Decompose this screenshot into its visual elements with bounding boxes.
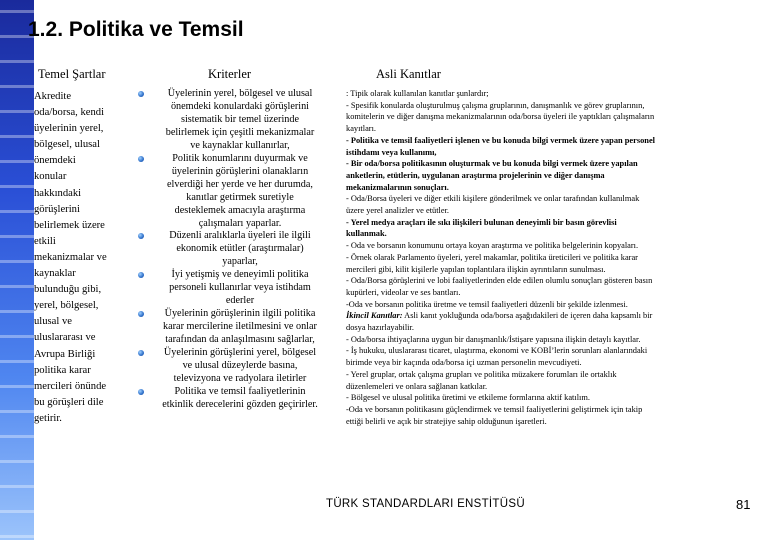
band-stripe: [0, 285, 34, 288]
kriter-line: Üyelerinin görüşlerinin ilgili politika: [164, 308, 316, 320]
temel-sartlar-line: bölgesel, ulusal: [34, 139, 100, 151]
kriter-line: üyelerinin görüşlerini olanakların: [171, 165, 309, 177]
temel-sartlar-line: etkili: [34, 235, 56, 247]
kriter-item: [138, 269, 332, 308]
kanit-line: istihdamı veya kullanımı,: [346, 147, 437, 157]
kanit-line: -Oda ve borsanın politika üretme ve temsil faaliyetleri düzenli bir şekilde izlenmesi.: [346, 299, 628, 309]
kanit-line: birimde veya bir kaçında oda/borsa içi uzman personelin mevcudiyeti.: [346, 358, 582, 368]
band-stripe: [0, 235, 34, 238]
kriter-line: sistematik bir temel üzerinde: [181, 113, 299, 125]
kanit-line: - Örnek olarak Parlamento üyeleri, yerel makamlar, politika üreticileri ve politika karar: [346, 252, 638, 262]
temel-sartlar-line: görüşlerini: [34, 203, 80, 215]
kriter-line: Politika ve temsil faaliyetlerinin: [174, 385, 306, 397]
bullet-icon: [138, 156, 144, 162]
kanit-line: - İş hukuku, uluslararası ticaret, ulaştırma, ekonomi ve KOBİ’lerin sorunları alanlarındaki: [346, 346, 648, 356]
band-stripe: [0, 110, 34, 113]
kriter-line: elverdiği her yerde ve her durumda,: [167, 178, 313, 190]
kriter-line: Üyelerinin görüşlerini yerel, bölgesel: [163, 347, 317, 359]
kriter-item: [138, 347, 332, 386]
kriter-line: önemdeki konulardaki görüşlerini: [170, 100, 310, 112]
kanit-line: -Oda ve borsanın politikasını güçlendirmek ve temsil faaliyetlerini geliştirmek için takip: [346, 404, 643, 414]
bullet-icon: [138, 350, 144, 356]
band-stripe: [0, 410, 34, 413]
temel-sartlar-column: [34, 89, 124, 427]
kanit-line: - Oda/Borsa görüşlerini ve lobi faaliyetlerinden elde edilen olumlu sonuçları gösteren basın: [346, 276, 653, 286]
temel-sartlar-line: önemdeki: [34, 155, 76, 167]
kanit-text: Asli kanıt yokluğunda oda/borsa aşağıdakileri de içeren daha kapsamlı bir: [402, 311, 653, 321]
kanit-line: - Yerel gruplar, ortak çalışma grupları ve politika müzakere forumları ile ortaklık: [346, 369, 617, 379]
kriter-line: karar mercilerine iletilmesini ve onlar: [163, 321, 317, 333]
temel-sartlar-line: Avrupa Birliği: [34, 348, 96, 360]
kriter-item: [138, 88, 332, 153]
band-stripe: [0, 160, 34, 163]
band-stripe: [0, 435, 34, 438]
kriter-item: [138, 308, 332, 347]
temel-sartlar-line: uluslararası ve: [34, 332, 96, 344]
band-stripe: [0, 535, 34, 538]
band-stripe: [0, 385, 34, 388]
temel-sartlar-line: kaynaklar: [34, 268, 76, 280]
kriter-line: etkinlik derecelerini gözden geçirirler.: [162, 398, 318, 410]
kriter-line: ekonomik etütler (araştırmalar): [176, 243, 304, 255]
band-stripe: [0, 310, 34, 313]
kanit-line: kupürleri, videolar ve ses bantları.: [346, 287, 461, 297]
temel-sartlar-line: politika karar: [34, 364, 91, 376]
asli-kanitlar-column: [346, 88, 748, 427]
temel-sartlar-line: mekanizmalar ve: [34, 251, 107, 263]
band-stripe: [0, 135, 34, 138]
temel-sartlar-line: ulusal ve: [34, 316, 72, 328]
kriterler-column: [138, 88, 332, 412]
kriter-line: yaparlar,: [222, 256, 258, 268]
kriter-line: kanıtlar getirmek suretiyle: [186, 191, 294, 203]
kanit-line: mekanizmalarının sonuçları.: [346, 182, 449, 192]
band-stripe: [0, 510, 34, 513]
kriter-line: ve kaynaklar kullanırlar,: [190, 139, 290, 151]
kanit-line: kullanmak.: [346, 229, 387, 239]
kanit-line: anketlerin, etütlerin, uygulanan araştırma projelerinin ve diğer danışma: [346, 170, 605, 180]
kriter-line: tarafından da anlaşılmasını sağlarlar,: [165, 334, 315, 346]
kanit-line: - Oda/Borsa üyeleri ve diğer etkili kişilere gönderilmek ve onlar tarafından kullanılmak: [346, 194, 640, 204]
kriter-item: [138, 386, 332, 412]
kanit-line: - Bir oda/borsa politikasının oluşturmak ve bu konuda bilgi vermek üzere yapılan: [346, 159, 638, 169]
band-stripe: [0, 335, 34, 338]
temel-sartlar-line: belirlemek üzere: [34, 219, 105, 231]
kanit-line: : Tipik olarak kullanılan kanıtlar şunlardır;: [346, 89, 489, 98]
temel-sartlar-line: oda/borsa, kendi: [34, 107, 105, 119]
band-stripe: [0, 185, 34, 188]
kriter-line: personeli kullanırlar veya istihdam: [169, 282, 311, 294]
kanit-heading: İkincil Kanıtlar:: [346, 311, 403, 321]
column-header-kriterler: Kriterler: [208, 67, 252, 81]
band-stripe: [0, 85, 34, 88]
band-stripe: [0, 210, 34, 213]
bullet-icon: [138, 91, 144, 97]
bullet-icon: [138, 233, 144, 239]
decorative-gradient-band: [0, 0, 34, 540]
bullet-icon: [138, 389, 144, 395]
bullet-icon: [138, 311, 144, 317]
kriter-line: televizyona ve radyolara iletirler: [173, 372, 307, 384]
kriter-line: Düzenli aralıklarla üyeleri ile ilgili: [169, 230, 311, 242]
kanit-line: kayıtları.: [346, 124, 376, 134]
temel-sartlar-line: getirir.: [34, 412, 62, 424]
page-number: 81: [736, 497, 751, 512]
kanit-line: - Yerel medya araçları ile sıkı ilişkileri bulunan deneyimli bir basın görevlisi: [346, 217, 617, 227]
kriter-line: Politik konumlarını duyurmak ve: [172, 152, 308, 164]
kanit-line: üzere yerel analizler ve etütler.: [346, 206, 449, 216]
temel-sartlar-line: hakkındaki: [34, 187, 82, 199]
slide-title: 1.2. Politika ve Temsil: [28, 18, 244, 41]
temel-sartlar-line: Akredite: [34, 91, 72, 102]
kanit-line: mercileri gibi, kilit kişilerle yapılan toplantılara ilişkin ayrıntıların sunulması.: [346, 264, 606, 274]
kanit-line: - Oda ve borsanın konumunu ortaya koyan araştırma ve politika belgelerinin kopyaları.: [346, 241, 639, 251]
kriter-line: Üyelerinin yerel, bölgesel ve ulusal: [167, 88, 313, 99]
kriter-item: [138, 153, 332, 231]
temel-sartlar-line: yerel, bölgesel,: [34, 300, 99, 312]
band-stripe: [0, 60, 34, 63]
footer-institution: TÜRK STANDARDLARI ENSTİTÜSÜ: [326, 498, 525, 510]
kanit-line: - Bölgesel ve ulusal politika üretimi ve etkileme formlarına aktif katılım.: [346, 393, 590, 403]
kriter-line: belirlemek için çeşitli mekanizmalar: [165, 126, 315, 138]
bullet-icon: [138, 272, 144, 278]
band-stripe: [0, 10, 34, 13]
kriter-item: [138, 230, 332, 269]
column-header-asli-kanitlar: Asli Kanıtlar: [376, 67, 441, 81]
temel-sartlar-line: mercileri önünde: [34, 380, 107, 392]
band-stripe: [0, 360, 34, 363]
kriter-line: çalışmaları yaparlar.: [198, 217, 282, 229]
kriter-line: ve ulusal düzeylerde basına,: [182, 360, 298, 372]
column-header-temel-sartlar: Temel Şartlar: [38, 67, 106, 81]
kanit-line: - Spesifik konularda oluşturulmuş çalışma gruplarının, danışmanlık ve görev gruplarının,: [346, 100, 645, 110]
kanit-line: ettiği belirli ve açık bir stratejiye sahip olduğunun işaretleri.: [346, 416, 547, 426]
kanit-line: dosya hazırlayabilir.: [346, 323, 414, 333]
band-stripe: [0, 485, 34, 488]
band-stripe: [0, 260, 34, 263]
temel-sartlar-line: konular: [34, 171, 67, 183]
temel-sartlar-line: bulunduğu gibi,: [34, 284, 102, 296]
kanit-line: [346, 310, 748, 322]
kriter-line: desteklemek amacıyla araştırma: [174, 204, 306, 216]
kanit-line: - Politika ve temsil faaliyetleri işlenen ve bu konuda bilgi vermek üzere yapan personel: [346, 135, 656, 145]
kriter-line: İyi yetişmiş ve deneyimli politika: [171, 269, 309, 281]
band-stripe: [0, 460, 34, 463]
kanit-line: komitelerin ve diğer danışma mekanizmalarının oda/borsa üyeleri ile yaptıkları çalışmaların: [346, 112, 655, 122]
temel-sartlar-line: üyelerinin yerel,: [34, 123, 104, 135]
kanit-line: düzenlemeleri ve onlara sağlanan katkılar.: [346, 381, 488, 391]
temel-sartlar-line: bu görüşleri dile: [34, 396, 104, 408]
kriter-line: ederler: [225, 295, 255, 307]
kanit-line: - Oda/borsa ihtiyaçlarına uygun bir danışmanlık/İstişare yapısına ilişkin detaylı kayıtlar.: [346, 334, 641, 344]
